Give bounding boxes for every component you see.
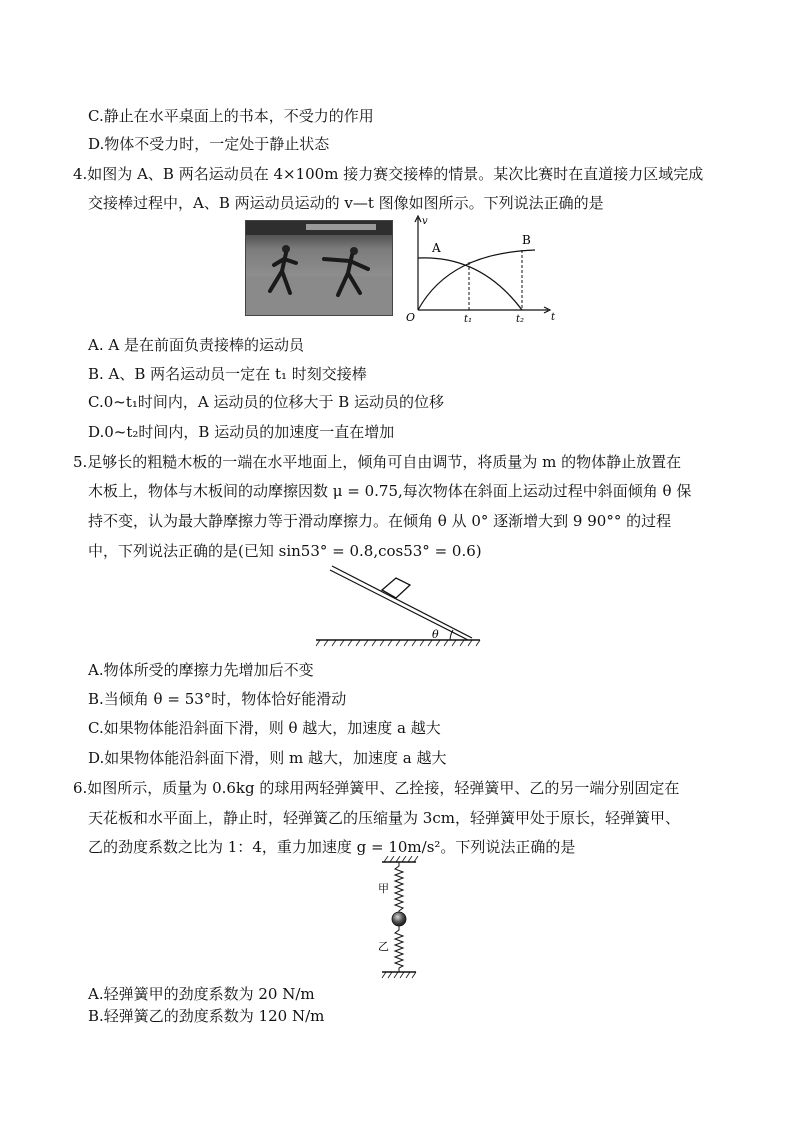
curve-a	[418, 258, 522, 310]
q6-stem-line3: 乙的劲度系数之比为 1：4，重力加速度 g = 10m/s²。下列说法正确的是	[88, 838, 576, 856]
spring-jia	[395, 862, 403, 913]
q5-stem-line2: 木板上，物体与木板间的动摩擦因数 μ = 0.75,每次物体在斜面上运动过程中斜面倾角 θ 保	[88, 482, 692, 500]
spring-yi	[395, 926, 403, 972]
q4-stem-line1: 4.如图为 A、B 两名运动员在 4×100m 接力赛交接棒的情景。某次比赛时在直道接力区域完成	[73, 165, 704, 183]
curve-b	[418, 250, 535, 310]
curve-b-label: B	[522, 233, 531, 247]
q5-stem-line3: 持不变，认为最大静摩擦力等于滑动摩擦力。在倾角 θ 从 0° 逐渐增大到 9 90°° 的过程	[88, 512, 672, 530]
relay-race-illustration	[246, 221, 392, 315]
floor-hatching	[382, 972, 416, 978]
q3-option-d: D.物体不受力时，一定处于静止状态	[88, 135, 330, 153]
q6-stem-line2: 天花板和水平面上，静止时，轻弹簧乙的压缩量为 3cm，轻弹簧甲处于原长，轻弹簧甲、	[88, 809, 680, 827]
theta-label: θ	[432, 628, 439, 641]
q5-stem-line4: 中，下列说法正确的是(已知 sin53° = 0.8,cos53° = 0.6)	[88, 542, 482, 560]
q4-stem-line2: 交接棒过程中，A、B 两运动员运动的 v—t 图像如图所示。下列说法正确的是	[88, 194, 604, 212]
q6-option-b: B.轻弹簧乙的劲度系数为 120 N/m	[88, 1007, 325, 1025]
q5-stem-line1: 5.足够长的粗糙木板的一端在水平地面上，倾角可自由调节，将质量为 m 的物体静止放置在	[73, 453, 682, 471]
t1-tick-label: t₁	[464, 314, 473, 324]
q4-option-d: D.0~t₂时间内，B 运动员的加速度一直在增加	[88, 423, 395, 441]
spring-ball-diagram	[372, 856, 422, 980]
block	[382, 578, 410, 598]
origin-label: O	[406, 311, 416, 324]
t-axis-label: t	[551, 312, 556, 323]
q4-option-c: C.0~t₁时间内，A 运动员的位移大于 B 运动员的位移	[88, 393, 445, 411]
ceiling-hatching	[384, 856, 418, 862]
vt-graph	[400, 212, 560, 324]
t2-tick-label: t₂	[516, 314, 525, 324]
curve-a-label: A	[432, 241, 441, 255]
board-top-edge	[332, 566, 472, 638]
ball	[392, 912, 406, 926]
relay-race-photo	[245, 220, 393, 316]
q6-option-a: A.轻弹簧甲的劲度系数为 20 N/m	[88, 985, 315, 1003]
q5-option-a: A.物体所受的摩擦力先增加后不变	[88, 661, 314, 679]
ground-hatching	[316, 640, 480, 646]
q5-option-c: C.如果物体能沿斜面下滑，则 θ 越大，加速度 a 越大	[88, 719, 441, 737]
q3-option-c: C.静止在水平桌面上的书本，不受力的作用	[88, 107, 374, 125]
q5-option-b: B.当倾角 θ = 53°时，物体恰好能滑动	[88, 690, 347, 708]
spring-jia-label: 甲	[378, 882, 389, 895]
q5-option-d: D.如果物体能沿斜面下滑，则 m 越大，加速度 a 越大	[88, 749, 447, 767]
q6-stem-line1: 6.如图所示，质量为 0.6kg 的球用两轻弹簧甲、乙拴接，轻弹簧甲、乙的另一端分别固定在	[73, 779, 680, 797]
q4-option-a: A. A 是在前面负责接棒的运动员	[88, 336, 304, 354]
v-axis-label: v	[422, 216, 428, 227]
spring-yi-label: 乙	[378, 940, 389, 953]
q4-option-b: B. A、B 两名运动员一定在 t₁ 时刻交接棒	[88, 365, 367, 383]
incline-diagram	[312, 560, 484, 652]
